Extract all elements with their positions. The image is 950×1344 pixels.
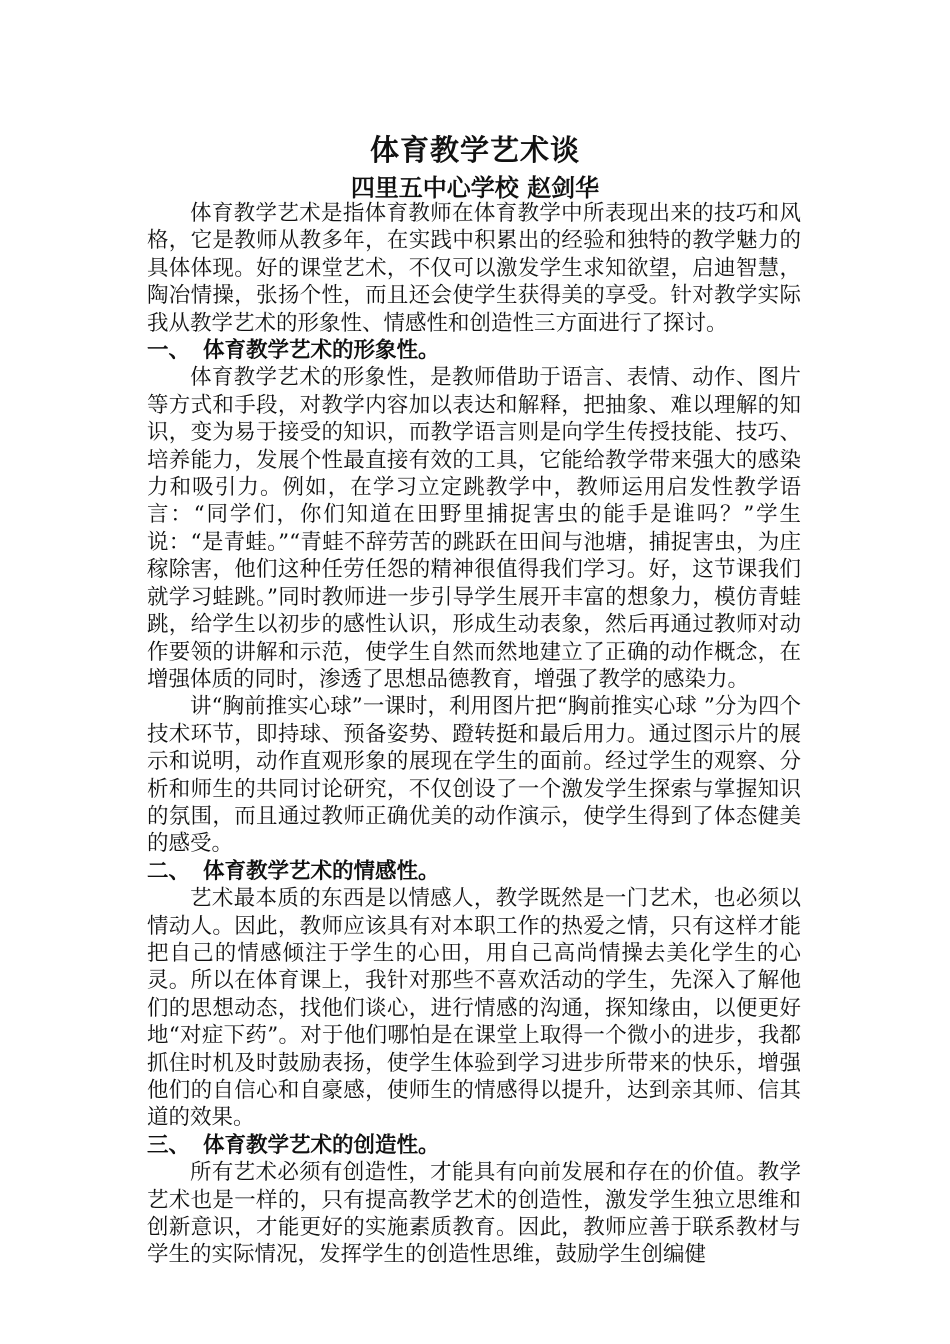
section-heading-2 xyxy=(147,858,801,885)
section-title: 体育教学艺术的形象性。 xyxy=(203,338,440,364)
intro-paragraph: 体育教学艺术是指体育教师在体育教学中所表现出来的技巧和风格，它是教师从教多年，在实践中积累出的经验和独特的教学魅力的具体体现。好的课堂艺术，不仅可以激发学生求知欲望，启迪智慧，陶冶情操，张扬个性，而且还会使学生获得美的享受。针对教学实际我从教学艺术的形象性、情感性和创造性三方面进行了探讨。 xyxy=(147,201,801,336)
section-heading-3 xyxy=(147,1132,801,1159)
body-paragraph: 体育教学艺术的形象性，是教师借助于语言、表情、动作、图片等方式和手段，对教学内容加以表达和解释，把抽象、难以理解的知识，变为易于接受的知识，而教学语言则是向学生传授技能、技巧、培养能力，发展个性最直接有效的工具，它能给教学带来强大的感染力和吸引力。例如，在学习立定跳教学中，教师运用启发性教学语言：“同学们，你们知道在田野里捕捉害虫的能手是谁吗？”学生说：“是青蛙。”“青蛙不辞劳苦的跳跃在田间与池塘，捕捉害虫，为庄稼除害，他们这种任劳任怨的精神很值得我们学习。好，这节课我们就学习蛙跳。”同时教师进一步引导学生展开丰富的想象力，模仿青蛙跳，给学生以初步的感性认识，形成生动表象，然后再通过教师对动作要领的讲解和示范，使学生自然而然地建立了正确的动作概念，在增强体质的同时，渗透了思想品德教育，增强了教学的感染力。 xyxy=(147,365,801,692)
section-heading-1 xyxy=(147,337,801,364)
section-number: 三、 xyxy=(147,1132,191,1158)
document-body xyxy=(147,200,801,1269)
body-paragraph: 艺术最本质的东西是以情感人，教学既然是一门艺术，也必须以情动人。因此，教师应该具有对本职工作的热爱之情，只有这样才能把自己的情感倾注于学生的心田，用自己高尚情操去美化学生的心灵。所以在体育课上，我针对那些不喜欢活动的学生，先深入了解他们的思想动态，找他们谈心，进行情感的沟通，探知缘由，以便更好地“对症下药”。对于他们哪怕是在课堂上取得一个微小的进步，我都抓住时机及时鼓励表扬，使学生体验到学习进步所带来的快乐，增强他们的自信心和自豪感，使师生的情感得以提升，达到亲其师、信其道的效果。 xyxy=(147,886,801,1131)
body-paragraph: 所有艺术必须有创造性，才能具有向前发展和存在的价值。教学艺术也是一样的，只有提高教学艺术的创造性，激发学生独立思维和创新意识，才能更好的实施素质教育。因此，教师应善于联系教材与学生的实际情况，发挥学生的创造性思维，鼓励学生创编健 xyxy=(147,1160,801,1268)
author-byline: 四里五中心学校 赵剑华 xyxy=(350,173,600,202)
document-title: 体育教学艺术谈 xyxy=(369,133,580,167)
section-number: 二、 xyxy=(147,858,191,884)
section-title: 体育教学艺术的创造性。 xyxy=(203,1132,440,1158)
section-title: 体育教学艺术的情感性。 xyxy=(203,858,440,884)
section-number: 一、 xyxy=(147,338,191,364)
body-paragraph: 讲“胸前推实心球”一课时，利用图片把“胸前推实心球 ”分为四个技术环节，即持球、预备姿势、蹬转挺和最后用力。通过图示片的展示和说明，动作直观形象的展现在学生的面前。经过学生的观察、分析和师生的共同讨论研究，不仅创设了一个激发学生探索与掌握知识的氛围，而且通过教师正确优美的动作演示，使学生得到了体态健美的感受。 xyxy=(147,694,801,857)
